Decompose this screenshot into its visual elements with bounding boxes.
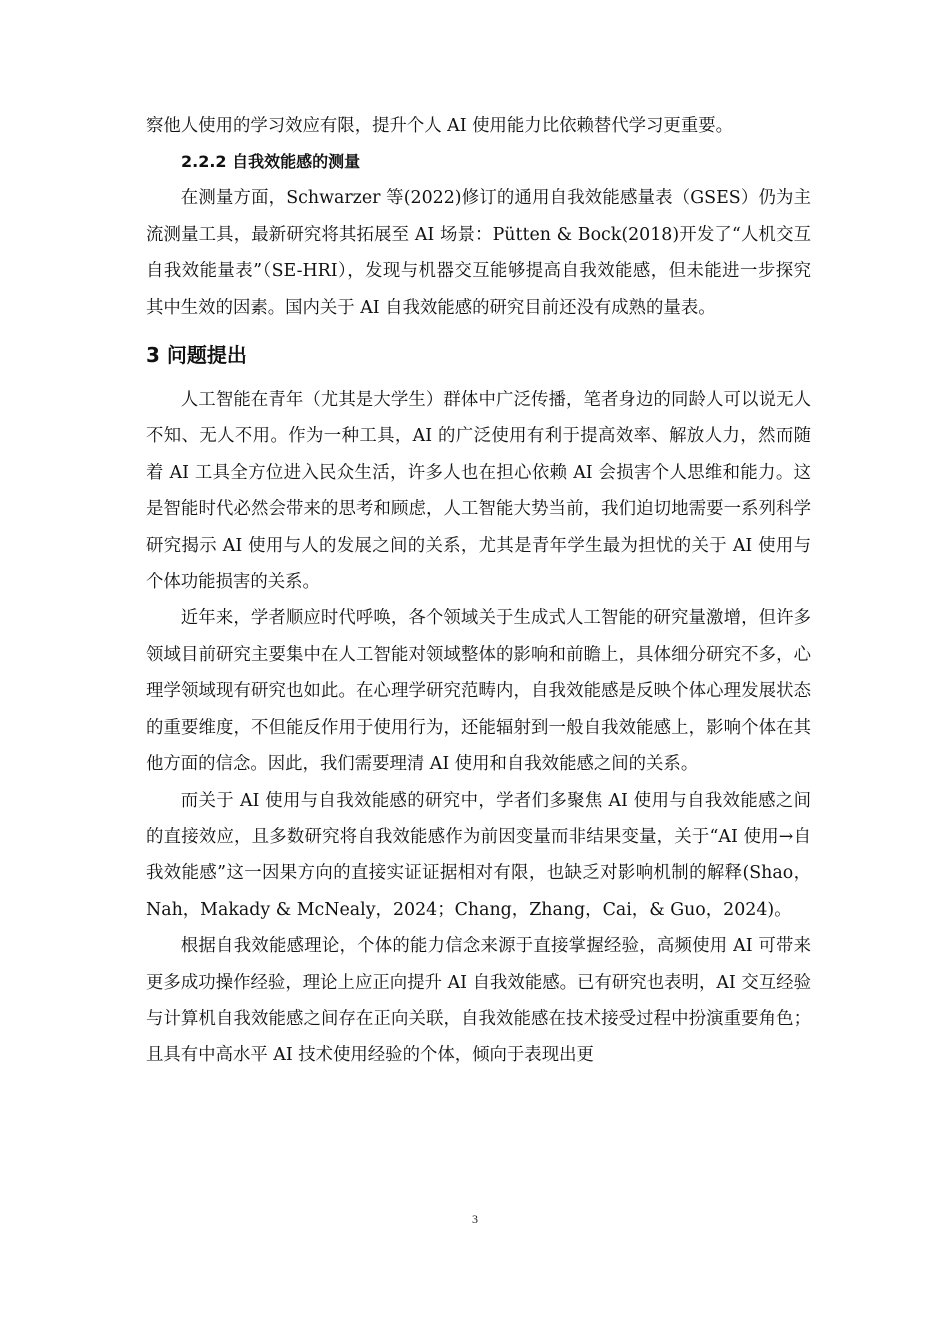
measurement-paragraph: 在测量方面，Schwarzer 等(2022)修订的通用自我效能感量表（GSES）仍为主流测量工具，最新研究将其拓展至 AI 场景：Pütten & Bock(2018)开发了“人机交互自我效能量表”（SE-HRI），发现与机器交互能够提高自我效能感，但未能进一步探究其中生效的因素。国内关于 AI 自我效能感的研究目前还没有成熟的量表。 <box>146 188 811 318</box>
page-body <box>146 108 811 1074</box>
continued-paragraph: 察他人使用的学习效应有限，提升个人 AI 使用能力比依赖替代学习更重要。 <box>146 116 733 136</box>
problem-paragraph-3: 而关于 AI 使用与自我效能感的研究中，学者们多聚焦 AI 使用与自我效能感之间的直接效应，且多数研究将自我效能感作为前因变量而非结果变量，关于“AI 使用→自我效能感”这一因果方向的直接实证证据相对有限，也缺乏对影响机制的解释(Shao，Nah，Makady & McNealy，2024；Chang，Zhang，Cai，& Guo，2024)。 <box>146 790 811 920</box>
section-heading-3: 3 问题提出 <box>146 343 247 368</box>
problem-paragraph-1: 人工智能在青年（尤其是大学生）群体中广泛传播，笔者身边的同龄人可以说无人不知、无人不用。作为一种工具，AI 的广泛使用有利于提高效率、解放人力，然而随着 AI 工具全方位进入民众生活，许多人也在担心依赖 AI 会损害个人思维和能力。这是智能时代必然会带来的思考和顾虑，人工智能大势当前，我们迫切地需要一系列科学研究揭示 AI 使用与人的发展之间的关系，尤其是青年学生最为担忧的关于 AI 使用与个体功能损害的关系。 <box>146 390 811 593</box>
subsection-heading-2-2-2: 2.2.2 自我效能感的测量 <box>181 152 361 172</box>
problem-paragraph-4: 根据自我效能感理论，个体的能力信念来源于直接掌握经验，高频使用 AI 可带来更多成功操作经验，理论上应正向提升 AI 自我效能感。已有研究也表明，AI 交互经验与计算机自我效能感之间存在正向关联，自我效能感在技术接受过程中扮演重要角色；且具有中高水平 AI 技术使用经验的个体，倾向于表现出更 <box>146 936 811 1066</box>
problem-paragraph-2: 近年来，学者顺应时代呼唤，各个领域关于生成式人工智能的研究量激增，但许多领域目前研究主要集中在人工智能对领域整体的影响和前瞻上，具体细分研究不多，心理学领域现有研究也如此。在心理学研究范畴内，自我效能感是反映个体心理发展状态的重要维度，不但能反作用于使用行为，还能辐射到一般自我效能感上，影响个体在其他方面的信念。因此，我们需要理清 AI 使用和自我效能感之间的关系。 <box>146 608 811 775</box>
page-number: 3 <box>472 1212 478 1226</box>
